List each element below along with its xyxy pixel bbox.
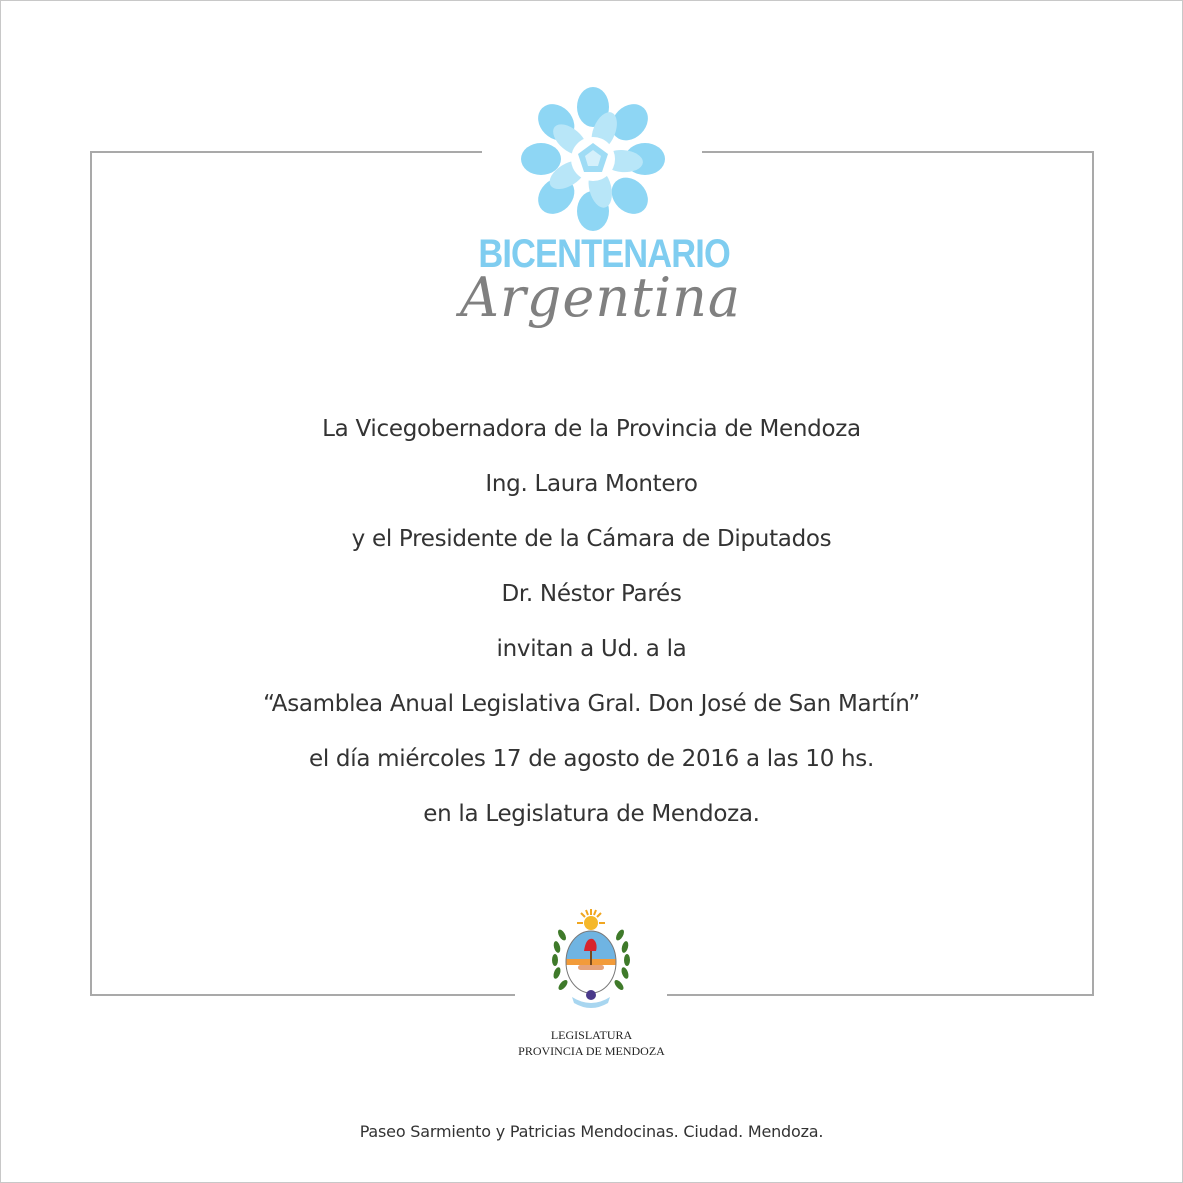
frame-top-left (90, 151, 482, 153)
invitation-text (150, 402, 1033, 842)
bicentenario-logo (460, 80, 742, 360)
invitation-line: Dr. Néstor Parés (501, 581, 682, 607)
frame-bottom-right (667, 994, 1094, 996)
invitation-line: “Asamblea Anual Legislativa Gral. Don José de San Martín” (263, 691, 920, 717)
org-name (440, 1027, 743, 1059)
frame-bottom-left (90, 994, 515, 996)
invitation-line: el día miércoles 17 de agosto de 2016 a las 10 hs. (308, 746, 875, 772)
logo-script: Argentina (460, 266, 742, 329)
frame-left (90, 151, 92, 996)
mendoza-coat-of-arms-icon (548, 905, 634, 1015)
bicentenario-flower-icon (518, 84, 668, 234)
invitation-line: La Vicegobernadora de la Provincia de Mendoza (322, 416, 861, 442)
invitation-line: en la Legislatura de Mendoza. (423, 801, 760, 827)
footer-address: Paseo Sarmiento y Patricias Mendocinas. Ciudad. Mendoza. (359, 1122, 824, 1141)
frame-top-right (702, 151, 1094, 153)
frame-right (1092, 151, 1094, 996)
logo-title: BICENTENARIO (478, 232, 730, 276)
org-line-1: LEGISLATURA (550, 1028, 633, 1042)
invitation-line: y el Presidente de la Cámara de Diputados (351, 526, 832, 552)
invitation-line: Ing. Laura Montero (485, 471, 698, 497)
org-line-2: PROVINCIA DE MENDOZA (518, 1044, 665, 1058)
invitation-line: invitan a Ud. a la (496, 636, 687, 662)
